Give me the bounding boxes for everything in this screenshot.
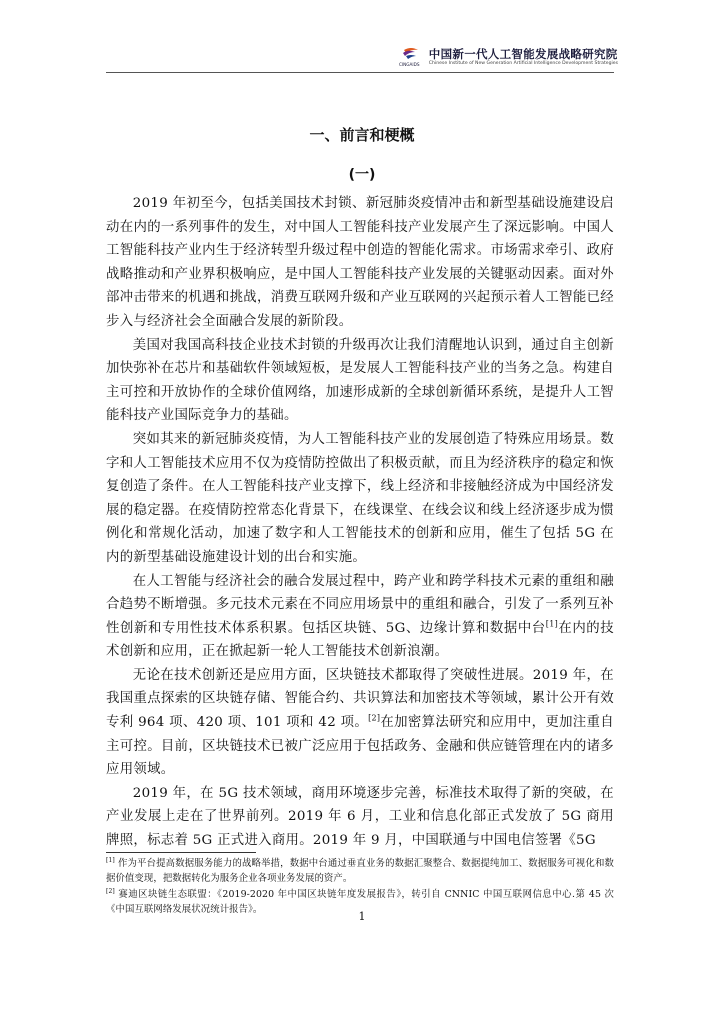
section-title: (一) [348,167,376,183]
logo-text [429,48,618,67]
paragraph: 美国对我国高科技企业技术封锁的升级再次让我们清醒地认识到，通过自主创新加快弥补在芯片和基础软件领域短板，是发展人工智能科技产业的当务之急。构建自主可控和开放协作的全球价值网络，加速形成新的全球创新循环系统，是提升人工智能科技产业国际竞争力的基础。 [106,337,614,424]
body-text [106,192,614,853]
footnote-text: 赛迪区块链生态联盟：《2019-2020 年中国区块链年度发展报告》，转引自 CNNIC 中国互联网信息中心.第 45 次《中国互联网络发展状况统计报告》。 [106,889,614,915]
chapter-title: 一、前言和梗概 [309,126,415,144]
paragraph [106,570,614,664]
footnote-mark: [1] [106,856,115,864]
institute-logo-icon [398,46,424,68]
svg-text:CINGAIDS: CINGAIDS [398,62,420,67]
footnote [106,856,614,886]
paragraph: 2019 年，在 5G 技术领域，商用环境逐步完善，标准技术取得了新的突破，在产业发展上走在了世界前列。2019 年 6 月，工业和信息化部正式发放了 5G 商用牌照，标志着 5G 正式进入商用。2019 年 9 月，中国联通与中国电信签署《5G [106,785,614,849]
header-rule [106,72,614,73]
paragraph-text: 在人工智能与经济社会的融合发展过程中，跨产业和跨学科技术元素的重组和融合趋势不断增强。多元技术元素在不同应用场景中的重组和融合，引发了一系列互补性创新和专用性技术体系积累。包括区块链、5G、边缘计算和数据中台 [106,573,614,636]
header-logo [398,46,618,68]
footnote-text: 作为平台提高数据服务能力的战略举措，数据中台通过垂直业务的数据汇聚整合、数据提纯加工、数据服务可视化和数据价值变现，把数据转化为服务企业各项业务发展的资产。 [106,858,614,884]
footnote-rule [106,852,256,853]
paragraph: 突如其来的新冠肺炎疫情，为人工智能科技产业的发展创造了特殊应用场景。数字和人工智能技术应用不仅为疫情防控做出了积极贡献，而且为经济秩序的稳定和恢复创造了条件。在人工智能科技产业支撑下，线上经济和非接触经济成为中国经济发展的稳定器。在疫情防控常态化背景下，在线课堂、在线会议和线上经济逐步成为惯例化和常规化活动，加速了数字和人工智能技术的创新和应用，催生了包括 5G 在内的新型基础设施建设计划的出台和实施。 [106,431,614,565]
institute-name-en: Chinese Institute of New Generation Artificial Intelligence Development Strategies [428,60,618,66]
footnote-ref[interactable]: [2] [368,713,381,723]
institute-name-cn: 中国新一代人工智能发展战略研究院 [428,46,618,61]
paragraph-text: 在加密算法研究和应用中，更加注重自主可控。目前，区块链技术已被广泛应用于包括政务、金融和供应链管理在内的诸多应用领域。 [106,715,614,778]
paragraph [106,664,614,782]
paragraph: 2019 年初至今，包括美国技术封锁、新冠肺炎疫情冲击和新型基础设施建设启动在内的一系列事件的发生，对中国人工智能科技产业发展产生了深远影响。中国人工智能科技产业内生于经济转型升级过程中创造的智能化需求。市场需求牵引、政府战略推动和产业界积极响应，是中国人工智能科技产业发展的关键驱动因素。面对外部冲击带来的机遇和挑战，消费互联网升级和产业互联网的兴起预示着人工智能已经步入与经济社会全面融合发展的新阶段。 [106,196,614,329]
paragraph-text: 在内的技术创新和应用，正在掀起新一轮人工智能技术创新浪潮。 [106,620,614,660]
footnotes [106,856,614,918]
footnote-mark: [2] [106,887,115,895]
footnote-ref[interactable]: [1] [545,619,559,629]
page-number: 1 [358,910,366,923]
paragraph-text: 无论在技术创新还是应用方面，区块链技术都取得了突破性进展。2019 年，在我国重点探索的区块链存储、智能合约、共识算法和加密技术等领域，累计公开有效专利 964 项、420 项、101 项和 42 项。 [106,667,614,731]
